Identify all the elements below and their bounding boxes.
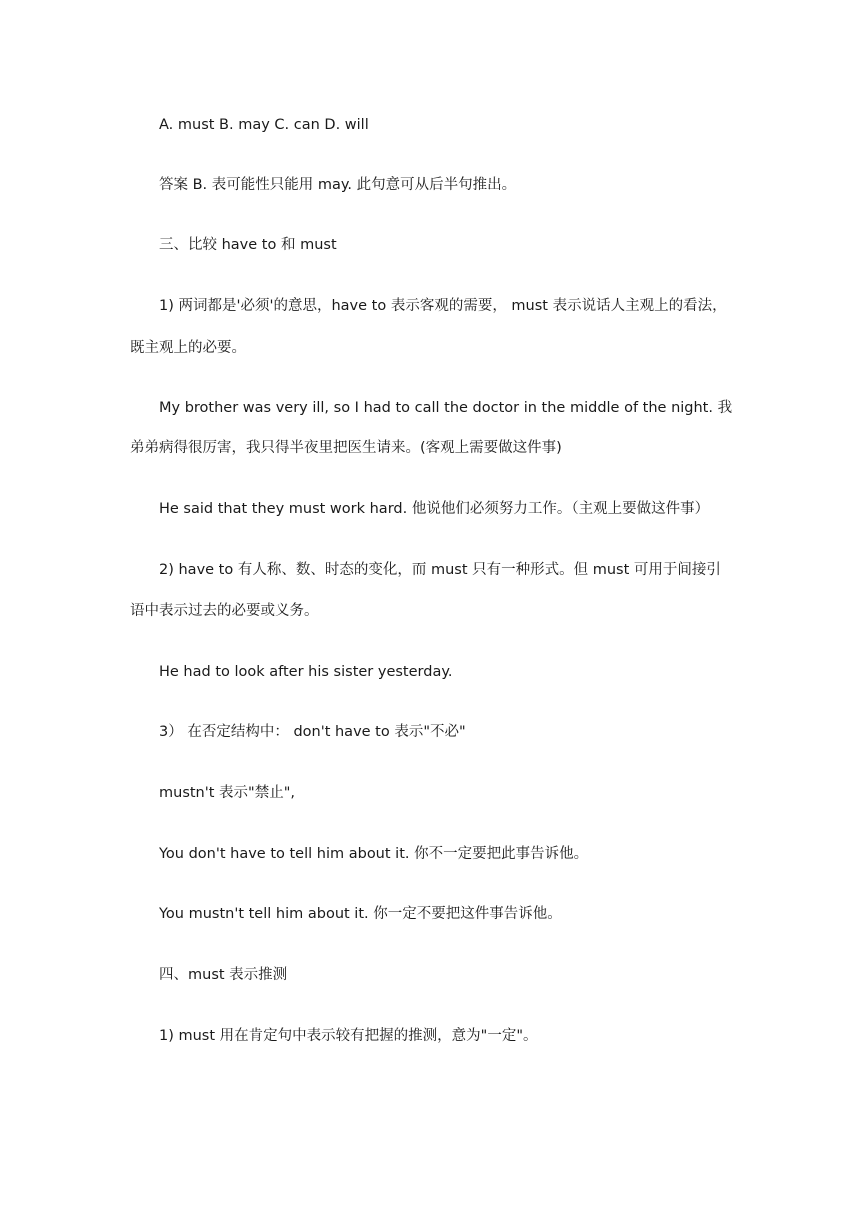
- example-sentence-3: He had to look after his sister yesterday.: [159, 664, 453, 680]
- answer-explanation: 答案 B. 表可能性只能用 may. 此句意可从后半句推出。: [159, 177, 517, 193]
- section-heading-inference: 四、must 表示推测: [159, 967, 288, 983]
- point-3-mustnt: mustn't 表示"禁止",: [159, 785, 295, 801]
- point-3-text: 3） 在否定结构中： don't have to 表示"不必": [159, 724, 466, 740]
- point-1-continuation: 既主观上的必要。: [130, 340, 246, 356]
- answer-options: A. must B. may C. can D. will: [159, 117, 369, 133]
- inference-point-1: 1) must 用在肯定句中表示较有把握的推测，意为"一定"。: [159, 1028, 538, 1044]
- example-sentence-5: You mustn't tell him about it. 你一定不要把这件事告诉他。: [159, 906, 562, 922]
- section-heading-compare: 三、比较 have to 和 must: [159, 237, 337, 253]
- point-2-continuation: 语中表示过去的必要或义务。: [130, 603, 319, 619]
- example-sentence-2: He said that they must work hard. 他说他们必须努力工作。（主观上要做这件事）: [159, 501, 710, 517]
- example-sentence-1-continuation: 弟弟病得很厉害，我只得半夜里把医生请来。(客观上需要做这件事): [130, 440, 562, 456]
- point-1-text: 1) 两词都是'必须'的意思，have to 表示客观的需要， must 表示说话人主观上的看法，: [159, 298, 727, 314]
- example-sentence-1: My brother was very ill, so I had to call the doctor in the middle of the night. 我: [159, 400, 733, 416]
- example-sentence-4: You don't have to tell him about it. 你不一定要把此事告诉他。: [159, 846, 589, 862]
- point-2-text: 2) have to 有人称、数、时态的变化，而 must 只有一种形式。但 must 可用于间接引: [159, 562, 721, 578]
